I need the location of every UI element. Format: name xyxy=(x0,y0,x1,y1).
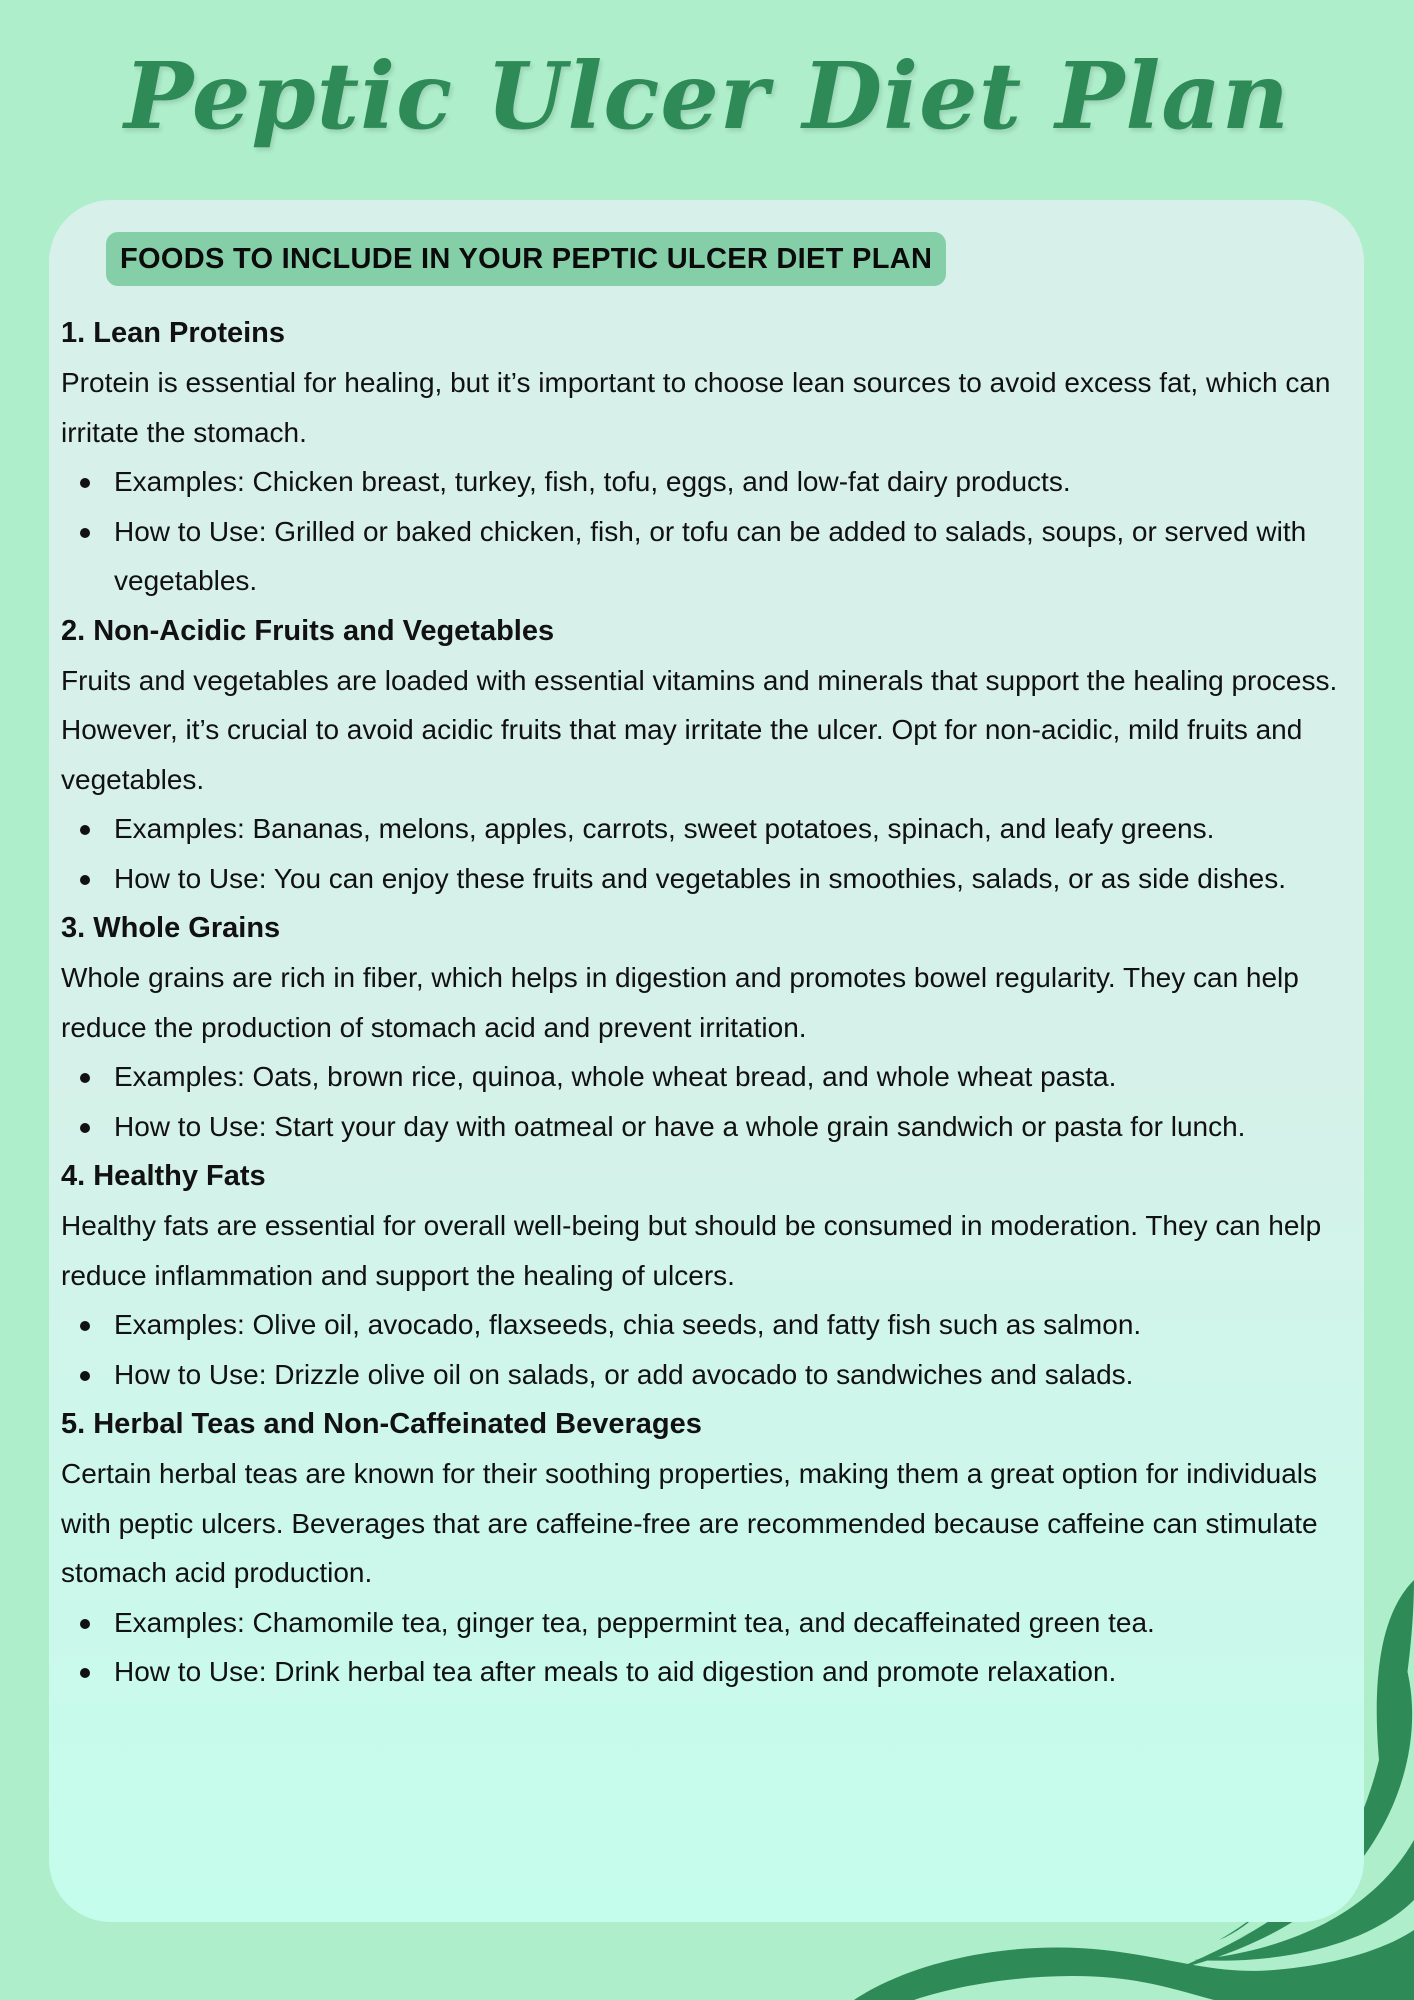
bullet-how-to-use xyxy=(114,1102,1364,1152)
bullet-icon xyxy=(80,528,90,538)
bullet-icon xyxy=(80,875,90,885)
bullet-text: How to Use: Drizzle olive oil on salads, or add avocado to sandwiches and salads. xyxy=(114,1358,1134,1390)
item-title: 1. Lean Proteins xyxy=(61,317,286,349)
bullet-how-to-use xyxy=(114,1647,1364,1697)
bullet-text: Examples: Chicken breast, turkey, fish, tofu, eggs, and low-fat dairy products. xyxy=(114,466,1071,497)
bullet-icon xyxy=(80,1073,90,1083)
food-item-non-acidic-fruits-vegetables xyxy=(61,606,1352,904)
bullet-examples xyxy=(114,1300,1364,1350)
food-item-lean-proteins xyxy=(61,308,1352,606)
bullet-examples xyxy=(114,804,1364,854)
item-title: 4. Healthy Fats xyxy=(61,1160,266,1192)
bullet-how-to-use xyxy=(114,1350,1364,1400)
item-bullets xyxy=(61,1052,1352,1151)
food-item-healthy-fats xyxy=(61,1151,1352,1399)
item-description: Protein is essential for healing, but it’s important to choose lean sources to avoid excess fat, which can irritate the stomach. xyxy=(61,367,1331,448)
item-bullets xyxy=(61,1598,1352,1697)
item-bullets xyxy=(61,1300,1352,1399)
food-item-whole-grains xyxy=(61,903,1352,1151)
bullet-text: Examples: Chamomile tea, ginger tea, peppermint tea, and decaffeinated green tea. xyxy=(114,1606,1155,1638)
bullet-examples xyxy=(114,1052,1364,1102)
bullet-text: Examples: Bananas, melons, apples, carrots, sweet potatoes, spinach, and leafy greens. xyxy=(114,813,1215,844)
bullet-icon xyxy=(80,1123,90,1133)
bullet-icon xyxy=(80,1668,90,1678)
section-heading-badge: FOODS TO INCLUDE IN YOUR PEPTIC ULCER DIET PLAN xyxy=(106,232,946,286)
bullet-icon xyxy=(80,1321,90,1331)
bullet-text: How to Use: Drink herbal tea after meals to aid digestion and promote relaxation. xyxy=(114,1656,1117,1687)
bullet-how-to-use xyxy=(114,854,1364,904)
bullet-icon xyxy=(80,825,90,835)
bullet-icon xyxy=(80,1619,90,1629)
bullet-text: Examples: Olive oil, avocado, flaxseeds, chia seeds, and fatty fish such as salmon. xyxy=(114,1309,1142,1340)
bullet-icon xyxy=(80,478,90,488)
bullet-examples xyxy=(114,457,1364,507)
item-description: Certain herbal teas are known for their soothing properties, making them a great option for individuals with peptic ulcers. Beverages that are caffeine-free are recommended because caffeine can stimulate stomach acid production. xyxy=(61,1458,1318,1588)
item-description: Healthy fats are essential for overall well-being but should be consumed in moderation. They can help reduce inflammation and support the healing of ulcers. xyxy=(61,1210,1322,1291)
food-items-list xyxy=(61,308,1352,1697)
bullet-text: How to Use: Grilled or baked chicken, fish, or tofu can be added to salads, soups, or served with vegetables. xyxy=(114,515,1307,596)
bullet-how-to-use xyxy=(114,507,1364,606)
bullet-text: How to Use: You can enjoy these fruits and vegetables in smoothies, salads, or as side dishes. xyxy=(114,862,1287,894)
item-description: Fruits and vegetables are loaded with essential vitamins and minerals that support the healing process. However, it’s crucial to avoid acidic fruits that may irritate the ulcer. Opt for non-acidic, mild fruits and vegetables. xyxy=(61,664,1338,795)
item-title: 5. Herbal Teas and Non-Caffeinated Beverages xyxy=(61,1408,702,1440)
bullet-text: Examples: Oats, brown rice, quinoa, whole wheat bread, and whole wheat pasta. xyxy=(114,1061,1117,1092)
bullet-text: How to Use: Start your day with oatmeal or have a whole grain sandwich or pasta for lunch. xyxy=(114,1110,1246,1142)
item-title: 2. Non-Acidic Fruits and Vegetables xyxy=(61,614,555,647)
content-card xyxy=(49,200,1364,1922)
bullet-icon xyxy=(80,1371,90,1381)
item-bullets xyxy=(61,457,1352,606)
item-description: Whole grains are rich in fiber, which helps in digestion and promotes bowel regularity. They can help reduce the production of stomach acid and prevent irritation. xyxy=(61,962,1299,1043)
food-item-herbal-teas xyxy=(61,1399,1352,1697)
page-title: Peptic Ulcer Diet Plan xyxy=(124,42,1290,150)
item-title: 3. Whole Grains xyxy=(61,912,281,944)
item-bullets xyxy=(61,804,1352,903)
bullet-examples xyxy=(114,1598,1364,1648)
